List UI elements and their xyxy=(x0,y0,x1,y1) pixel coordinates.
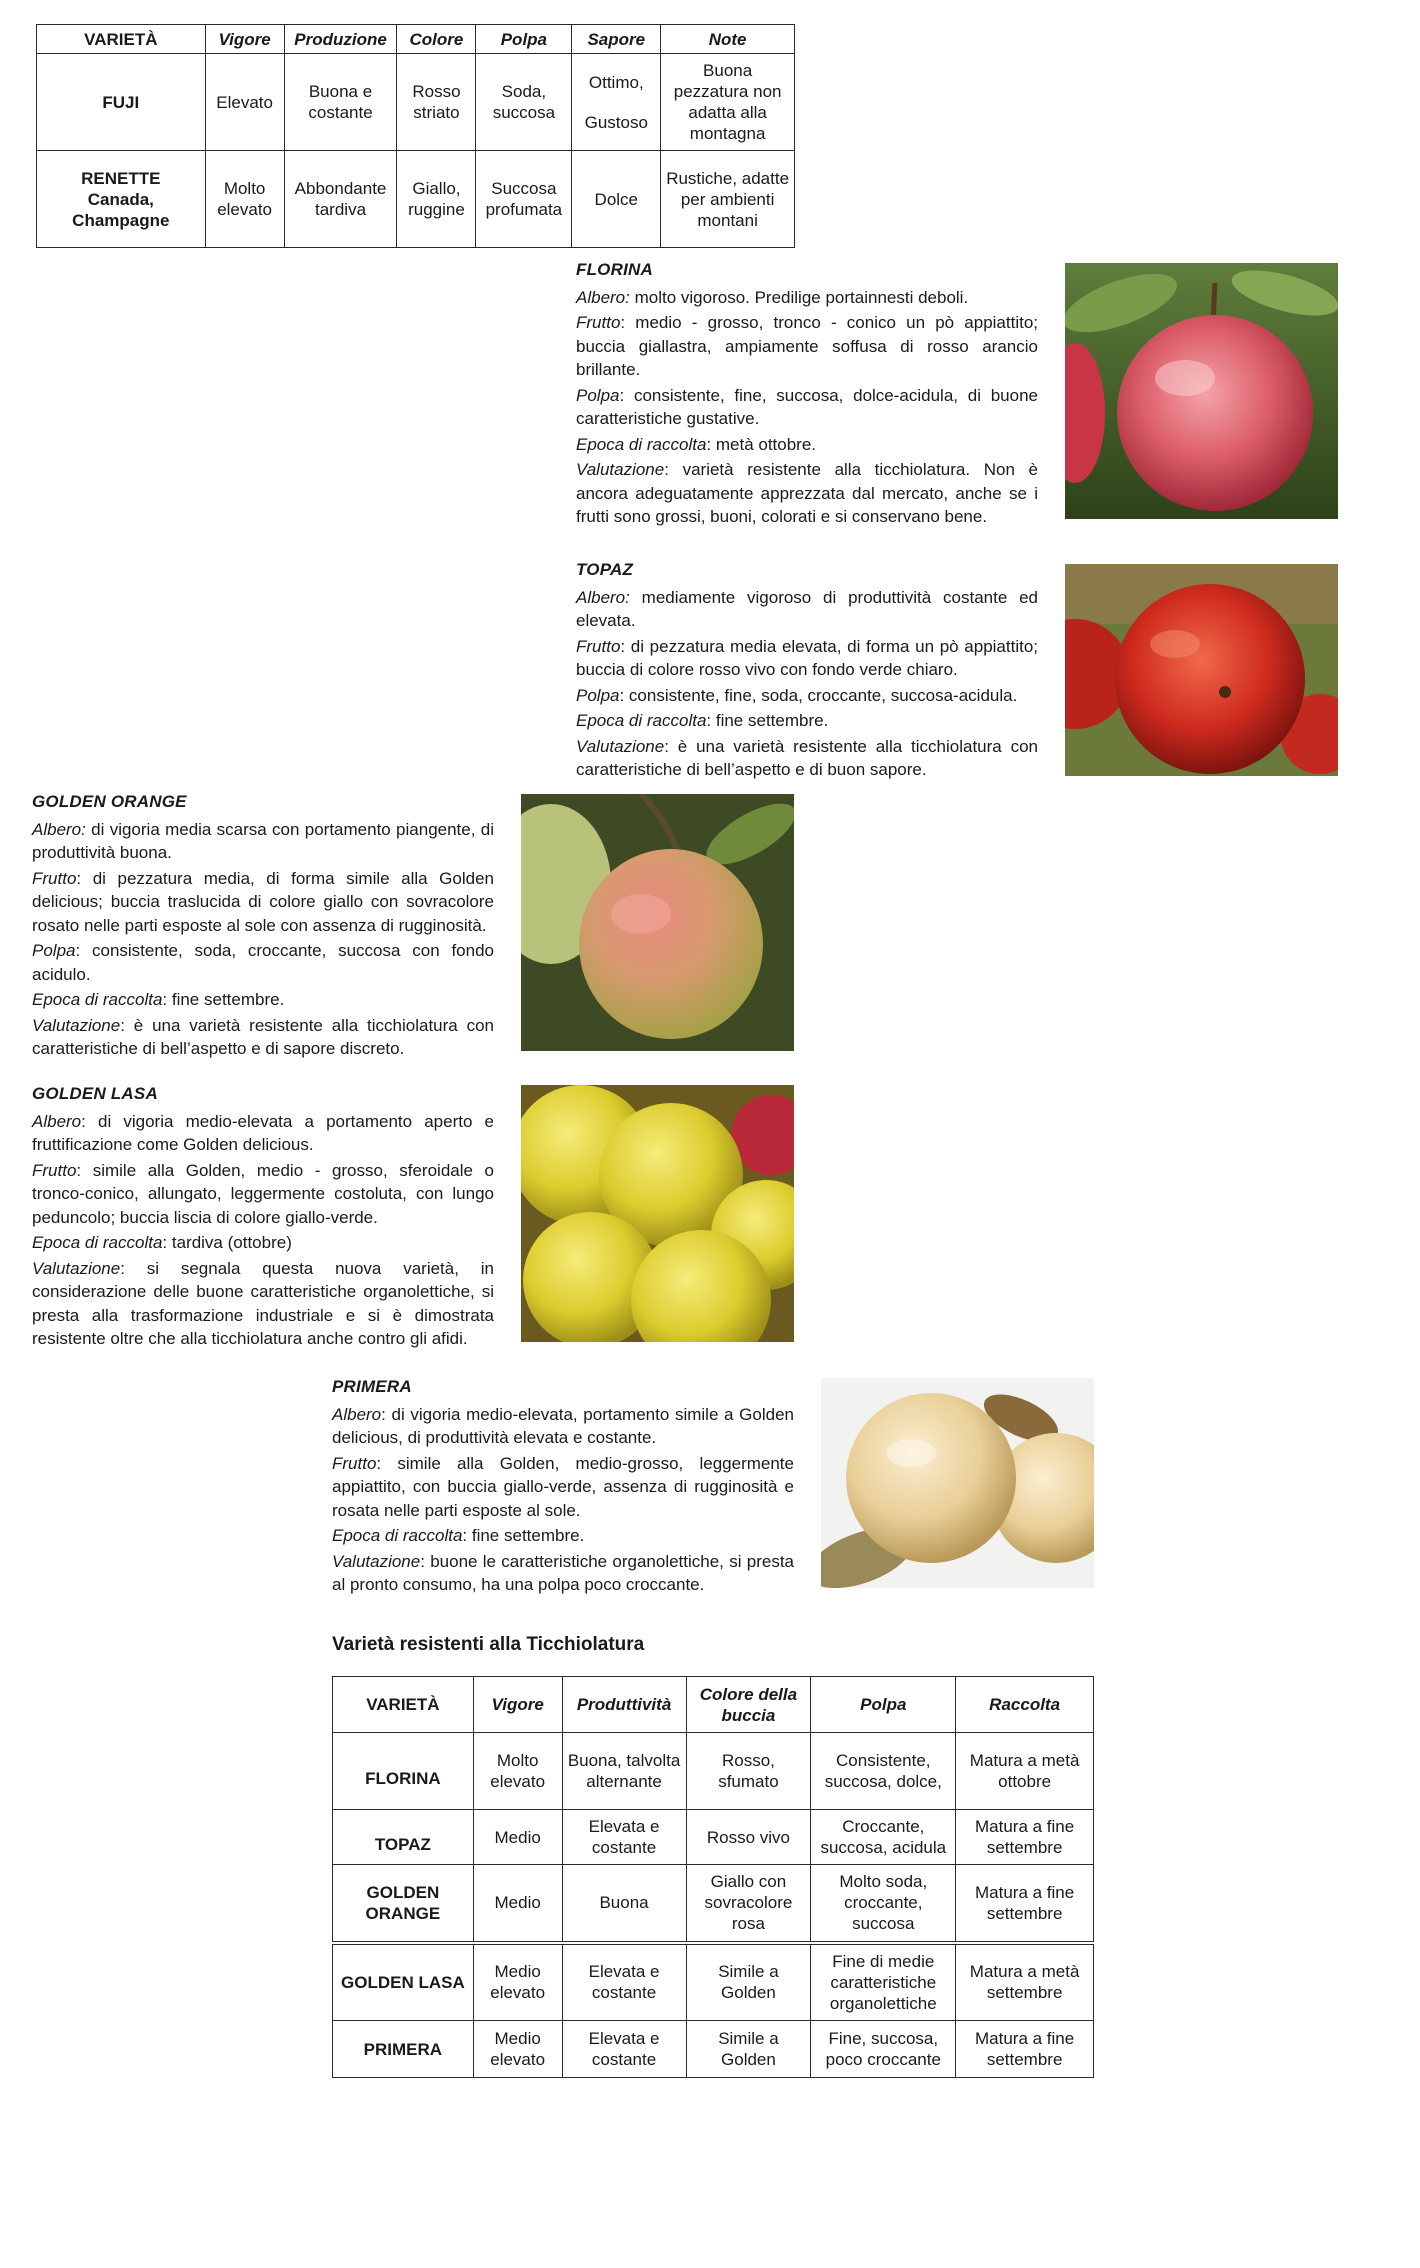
polpa-text: : consistente, soda, croccante, succosa con fondo acidulo. xyxy=(32,941,494,984)
florina-section xyxy=(576,258,1038,531)
table-header-row xyxy=(37,25,795,54)
cell-raccolta: Matura a metà ottobre xyxy=(956,1733,1094,1810)
table-row xyxy=(333,1865,1094,1943)
column-header: Polpa xyxy=(811,1677,956,1733)
albero-label: Albero xyxy=(332,1404,382,1424)
golden-orange-apple-photo xyxy=(521,794,794,1051)
valutazione-paragraph xyxy=(32,1014,494,1061)
polpa-paragraph xyxy=(32,939,494,986)
cell-colore: Giallo con sovracolore rosa xyxy=(686,1865,811,1943)
cell-polpa: Croccante, succosa, acidula xyxy=(811,1810,956,1865)
column-header: VARIETÀ xyxy=(333,1677,474,1733)
cell-colore: Rosso, sfumato xyxy=(686,1733,811,1810)
valutazione-text: : buone le caratteristiche organolettiche, si presta al pronto consumo, ha una polpa poco croccante. xyxy=(332,1551,794,1594)
valutazione-label: Valutazione xyxy=(332,1551,421,1571)
cell-varieta: GOLDEN LASA xyxy=(333,1943,474,2021)
cell-raccolta: Matura a metà settembre xyxy=(956,1943,1094,2021)
valutazione-text: : si segnala questa nuova varietà, in considerazione delle buone caratteristiche organolettiche, si presta alla trasformazione industriale e si è dimostrata resistente oltre che alla ticchiolatura anche contro gli afidi. xyxy=(32,1258,494,1348)
albero-text: molto vigoroso. Predilige portainnesti deboli. xyxy=(629,287,969,307)
golden-lasa-apple-photo xyxy=(521,1085,794,1342)
epoca-paragraph xyxy=(32,1231,494,1255)
varieta-line: Champagne xyxy=(72,210,170,230)
albero-text: : di vigoria medio-elevata a portamento aperto e fruttificazione come Golden delicious. xyxy=(32,1111,494,1154)
cell-sapore xyxy=(572,54,661,151)
cell-polpa: Succosa profumata xyxy=(476,151,572,248)
valutazione-label: Valutazione xyxy=(576,736,665,756)
cell-polpa: Fine di medie caratteristiche organolettiche xyxy=(811,1943,956,2021)
albero-text: mediamente vigoroso di produttività costante ed elevata. xyxy=(576,587,1038,630)
primera-section xyxy=(332,1375,794,1599)
column-header: VARIETÀ xyxy=(37,25,206,54)
frutto-text: : di pezzatura media elevata, di forma un pò appiattito; buccia di colore rosso vivo con fondo verde chiaro. xyxy=(576,636,1038,679)
cell-produzione: Buona e costante xyxy=(284,54,397,151)
albero-label: Albero xyxy=(32,1111,82,1131)
cell-vigore: Medio elevato xyxy=(473,2021,562,2078)
polpa-text: : consistente, fine, succosa, dolce-acidula, di buone caratteristiche gustative. xyxy=(576,385,1038,428)
cell-produzione: Abbondante tardiva xyxy=(284,151,397,248)
epoca-label: Epoca di raccolta xyxy=(32,1233,163,1252)
table-row xyxy=(333,1943,1094,2021)
polpa-text: : consistente, fine, soda, croccante, succosa-acidula. xyxy=(619,685,1018,705)
cell-polpa: Consistente, succosa, dolce, xyxy=(811,1733,956,1810)
cell-colore: Giallo, ruggine xyxy=(397,151,476,248)
cell-vigore: Medio elevato xyxy=(473,1943,562,2021)
frutto-label: Frutto xyxy=(576,636,621,656)
varieties-table xyxy=(36,24,795,248)
topaz-apple-photo xyxy=(1065,564,1338,776)
epoca-text: : fine settembre. xyxy=(162,990,285,1009)
epoca-label: Epoca di raccolta xyxy=(576,434,707,454)
frutto-text: : simile alla Golden, medio - grosso, sferoidale o tronco-conico, allungato, leggermente costoluta, con lungo peduncolo; buccia liscia di colore giallo-verde. xyxy=(32,1160,494,1227)
valutazione-label: Valutazione xyxy=(576,460,665,479)
cell-varieta: GOLDEN ORANGE xyxy=(333,1865,474,1943)
cell-produttivita: Elevata e costante xyxy=(562,1943,686,2021)
florina-apple-photo xyxy=(1065,263,1338,519)
epoca-text: : fine settembre. xyxy=(462,1526,585,1545)
albero-paragraph xyxy=(332,1403,794,1450)
frutto-paragraph xyxy=(32,1159,494,1230)
cell-produttivita: Buona xyxy=(562,1865,686,1943)
cell-vigore: Molto elevato xyxy=(205,151,284,248)
varieta-line: Canada, xyxy=(87,189,154,209)
cell-raccolta: Matura a fine settembre xyxy=(956,1810,1094,1865)
frutto-label: Frutto xyxy=(32,868,77,888)
cell-colore: Rosso vivo xyxy=(686,1810,811,1865)
frutto-paragraph xyxy=(332,1452,794,1523)
valutazione-text: : è una varietà resistente alla ticchiolatura con caratteristiche di bell’aspetto e di sapore discreto. xyxy=(32,1015,494,1058)
sapore-line: Gustoso xyxy=(584,112,648,132)
sapore-line: Ottimo, xyxy=(588,72,644,92)
epoca-paragraph xyxy=(332,1524,794,1548)
valutazione-text: : è una varietà resistente alla ticchiolatura con caratteristiche di bell’aspetto e di buon sapore. xyxy=(576,736,1038,779)
valutazione-paragraph xyxy=(332,1550,794,1597)
albero-paragraph xyxy=(32,818,494,865)
valutazione-paragraph xyxy=(576,458,1038,529)
albero-text: : di vigoria medio-elevata, portamento simile a Golden delicious, di produttività elevata e costante. xyxy=(332,1404,794,1447)
cell-polpa: Fine, succosa, poco croccante xyxy=(811,2021,956,2078)
column-header: Colore della buccia xyxy=(686,1677,811,1733)
cell-raccolta: Matura a fine settembre xyxy=(956,1865,1094,1943)
frutto-text: : medio - grosso, tronco - conico un pò appiattito; buccia giallastra, ampiamente soffusa di rosso arancio brillante. xyxy=(576,313,1038,379)
table-row xyxy=(37,151,795,248)
valutazione-paragraph xyxy=(32,1257,494,1351)
cell-note: Rustiche, adatte per ambienti montani xyxy=(661,151,795,248)
frutto-text: : simile alla Golden, medio-grosso, leggermente appiattito, con buccia giallo-verde, assenza di rugginosità e rosata nelle parti esposte al sole. xyxy=(332,1453,794,1520)
epoca-text: : fine settembre. xyxy=(706,711,829,730)
golden-orange-section xyxy=(32,790,494,1063)
primera-apple-photo xyxy=(821,1378,1094,1588)
frutto-paragraph xyxy=(32,867,494,938)
column-header: Colore xyxy=(397,25,476,54)
epoca-paragraph xyxy=(32,988,494,1012)
variety-title: GOLDEN LASA xyxy=(32,1084,158,1103)
cell-colore: Simile a Golden xyxy=(686,2021,811,2078)
albero-label: Albero: xyxy=(576,587,630,607)
valutazione-paragraph xyxy=(576,735,1038,782)
frutto-label: Frutto xyxy=(332,1453,377,1473)
resistant-varieties-table xyxy=(332,1676,1094,2078)
column-header: Sapore xyxy=(572,25,661,54)
cell-varieta: PRIMERA xyxy=(333,2021,474,2078)
cell-vigore: Elevato xyxy=(205,54,284,151)
column-header: Polpa xyxy=(476,25,572,54)
cell-colore: Rosso striato xyxy=(397,54,476,151)
polpa-label: Polpa xyxy=(32,941,76,960)
column-header: Vigore xyxy=(205,25,284,54)
cell-produttivita: Elevata e costante xyxy=(562,1810,686,1865)
cell-produttivita: Buona, talvolta alternante xyxy=(562,1733,686,1810)
cell-note: Buona pezzatura non adatta alla montagna xyxy=(661,54,795,151)
epoca-text: : tardiva (ottobre) xyxy=(162,1233,292,1252)
cell-raccolta: Matura a fine settembre xyxy=(956,2021,1094,2078)
frutto-label: Frutto xyxy=(576,313,621,332)
variety-title: PRIMERA xyxy=(332,1377,412,1396)
albero-paragraph xyxy=(576,586,1038,633)
frutto-paragraph xyxy=(576,635,1038,682)
cell-vigore: Medio xyxy=(473,1810,562,1865)
golden-lasa-section xyxy=(32,1082,494,1353)
valutazione-text: : varietà resistente alla ticchiolatura. Non è ancora adeguatamente apprezzata dal mercato, anche se i frutti sono grossi, buoni, colorati e si conservano bene. xyxy=(576,460,1038,526)
cell-polpa: Molto soda, croccante, succosa xyxy=(811,1865,956,1943)
cell-sapore: Dolce xyxy=(572,151,661,248)
cell-varieta: FUJI xyxy=(37,54,206,151)
polpa-paragraph xyxy=(576,384,1038,431)
topaz-section xyxy=(576,558,1038,784)
cell-polpa: Soda, succosa xyxy=(476,54,572,151)
cell-produttivita: Elevata e costante xyxy=(562,2021,686,2078)
epoca-text: : metà ottobre. xyxy=(706,434,817,454)
albero-paragraph xyxy=(576,286,1038,310)
epoca-paragraph xyxy=(576,709,1038,733)
albero-text: di vigoria media scarsa con portamento piangente, di produttività buona. xyxy=(32,819,494,862)
column-header: Produttività xyxy=(562,1677,686,1733)
cell-varieta xyxy=(37,151,206,248)
table-row xyxy=(37,54,795,151)
column-header: Note xyxy=(661,25,795,54)
valutazione-label: Valutazione xyxy=(32,1015,121,1035)
polpa-paragraph xyxy=(576,684,1038,708)
albero-label: Albero: xyxy=(576,287,630,307)
variety-title: GOLDEN ORANGE xyxy=(32,792,187,811)
variety-title: TOPAZ xyxy=(576,560,634,579)
cell-varieta: TOPAZ xyxy=(333,1810,474,1865)
table-header-row xyxy=(333,1677,1094,1733)
cell-vigore: Medio xyxy=(473,1865,562,1943)
cell-colore: Simile a Golden xyxy=(686,1943,811,2021)
table-title: Varietà resistenti alla Ticchiolatura xyxy=(332,1634,645,1655)
epoca-label: Epoca di raccolta xyxy=(332,1526,463,1545)
column-header: Produzione xyxy=(284,25,397,54)
table-row xyxy=(333,2021,1094,2078)
varieta-line: RENETTE xyxy=(81,168,161,188)
table-row xyxy=(333,1810,1094,1865)
table-row xyxy=(333,1733,1094,1810)
epoca-label: Epoca di raccolta xyxy=(576,711,707,730)
albero-label: Albero: xyxy=(32,819,86,839)
epoca-label: Epoca di raccolta xyxy=(32,990,163,1009)
polpa-label: Polpa xyxy=(576,385,620,405)
cell-vigore: Molto elevato xyxy=(473,1733,562,1810)
albero-paragraph xyxy=(32,1110,494,1157)
frutto-label: Frutto xyxy=(32,1160,77,1180)
cell-varieta: FLORINA xyxy=(333,1733,474,1810)
epoca-paragraph xyxy=(576,433,1038,457)
variety-title: FLORINA xyxy=(576,260,653,279)
polpa-label: Polpa xyxy=(576,685,620,705)
valutazione-label: Valutazione xyxy=(32,1258,121,1278)
column-header: Raccolta xyxy=(956,1677,1094,1733)
column-header: Vigore xyxy=(473,1677,562,1733)
frutto-paragraph xyxy=(576,311,1038,382)
frutto-text: : di pezzatura media, di forma simile alla Golden delicious; buccia traslucida di colore giallo con sovracolore rosato nelle parti esposte al sole con assenza di rugginosità. xyxy=(32,868,494,935)
